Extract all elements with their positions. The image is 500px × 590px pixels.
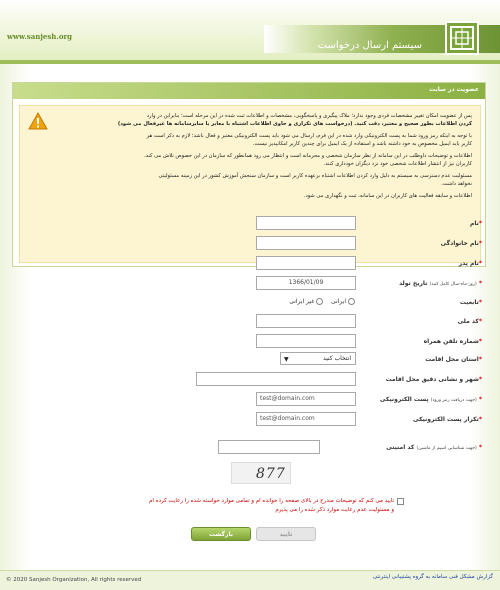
last-name-label: *نام خانوادگی bbox=[440, 240, 482, 247]
father-name-input[interactable] bbox=[256, 256, 356, 270]
notice-item: کردن اطلاعات بطور صحیح و معتبر، دقت کنید. (درخواست های تکراری و حاوی اطلاعات اشتباه با معابر یا سایرسامانه ها غیرفعال می شود) bbox=[117, 121, 472, 127]
mobile-label: *شماره تلفن همراه bbox=[423, 338, 482, 345]
notice-item: کاربر باید ایمیل مخصوص به خود داشته باشد و استفاده از یک ایمیل برای چندین کاربر امکانپذیر نیست. bbox=[252, 141, 472, 147]
footer bbox=[0, 570, 500, 590]
main-content bbox=[0, 64, 500, 570]
province-selected-value: انتخاب کنید bbox=[322, 355, 351, 362]
first-name-label: *نام bbox=[469, 220, 482, 227]
site-url: www.sanjesh.org bbox=[7, 32, 73, 41]
captcha-text: 877 bbox=[256, 466, 286, 482]
nationality-option-label: غیر ایرانی bbox=[289, 298, 315, 305]
first-name-input[interactable] bbox=[256, 216, 356, 230]
nationality-radios bbox=[289, 298, 355, 305]
notice-item: پس از عضویت امکان تغییر مشخصات فردی وجود ندارد؛ ملاک پیگیری و پاسخگویی، مشخصات و اطلاعات ثبت شده در این مرحله است؛ بنابراین در وارد bbox=[146, 113, 472, 119]
copyright-text: © 2020 Sanjesh Organization, All rights reserved bbox=[6, 577, 142, 583]
email-confirm-label: *تکرار پست الکترونیکی bbox=[413, 416, 482, 423]
chevron-down-icon: ▼ bbox=[284, 356, 289, 363]
agree-text-line2: و مسئولیت عدم رعایت موارد ذکر شده را می پذیرم bbox=[275, 507, 394, 513]
back-button[interactable]: بازگشت bbox=[191, 527, 251, 541]
address-label: *شهر و نشانی دقیق محل اقامت bbox=[385, 376, 482, 383]
nationality-option-label: ایرانی bbox=[331, 298, 346, 305]
security-code-input[interactable] bbox=[218, 440, 320, 454]
province-label: *استان محل اقامت bbox=[425, 356, 482, 363]
security-code-label: * (جهت شناسایی اسپم از ماشین) کد امنیتی bbox=[386, 444, 482, 451]
mobile-input[interactable] bbox=[256, 334, 356, 348]
agree-checkbox[interactable] bbox=[397, 498, 404, 505]
email-input[interactable]: test@domain.com bbox=[256, 392, 356, 406]
system-title: سیستم ارسال درخواست bbox=[317, 40, 422, 51]
notice-item: نخواهد داشت. bbox=[441, 181, 472, 187]
national-code-label: *کد ملی bbox=[457, 318, 482, 325]
national-code-input[interactable] bbox=[256, 314, 356, 328]
nationality-radio-foreign[interactable] bbox=[316, 298, 323, 305]
birth-date-input[interactable]: 1366/01/09 bbox=[256, 276, 356, 290]
birth-date-label: * (روز-ماه-سال کامل کنید) تاریخ تولد bbox=[399, 280, 482, 287]
notice-title: عضویت در سایت bbox=[429, 86, 479, 93]
agree-text-line1: تایید می کنم که توضیحات مندرج در بالای صفحه را خوانده ام و تمامی موارد خواسته شده را رعایت کرده ام bbox=[149, 498, 394, 504]
address-input[interactable] bbox=[196, 372, 356, 386]
email-confirm-input[interactable]: test@domain.com bbox=[256, 412, 356, 426]
logo-emblem bbox=[436, 18, 488, 58]
notice-item: کاربران نیز از انتشار اطلاعات شخصی خود نزد دیگران خودداری کنند. bbox=[323, 161, 472, 167]
nationality-radio-iranian[interactable] bbox=[348, 298, 355, 305]
notice-item: اطلاعات و سابقه فعالیت های کاربران در این سامانه، ثبت و نگهداری می شود. bbox=[303, 193, 472, 199]
agreement bbox=[94, 497, 394, 515]
last-name-input[interactable] bbox=[256, 236, 356, 250]
confirm-button[interactable]: تایید bbox=[256, 527, 316, 541]
warning-icon bbox=[28, 112, 48, 130]
captcha-image bbox=[231, 462, 291, 484]
father-name-label: *نام پدر bbox=[458, 260, 482, 267]
notice-title-bar bbox=[13, 83, 485, 99]
header bbox=[0, 0, 500, 60]
notice-item: با توجه به اینکه رمز ورود شما به پست الکترونیکی وارد شده در این فرم، ارسال می شود باید پست الکترونیکی معتبر و فعال باشد؛ لازم به ذکر است هر bbox=[146, 133, 472, 139]
province-select[interactable] bbox=[280, 352, 356, 365]
report-problem-link[interactable]: گزارش مشکل فنی سامانه به گروه پشتیبانی اینترنتی bbox=[372, 574, 493, 580]
email-label: * (جهت دریافت رمز ورود) پست الکترونیکی bbox=[379, 396, 482, 403]
notice-item: اطلاعات و توضیحات داوطلب در این سامانه از نظر سازمان شخصی و محرمانه است و انتظار می رود همانطور که سازمان در این خصوص تلاش می کند، bbox=[144, 153, 472, 159]
notice-item: مسئولیت عدم دسترسی به سیستم به دلیل وارد کردن اطلاعات اشتباه برعهده کاربر است و سازمان سنجش آموزش کشور در این زمینه مسئولیتی bbox=[158, 173, 472, 179]
nationality-label: *تابعیت bbox=[459, 299, 482, 306]
